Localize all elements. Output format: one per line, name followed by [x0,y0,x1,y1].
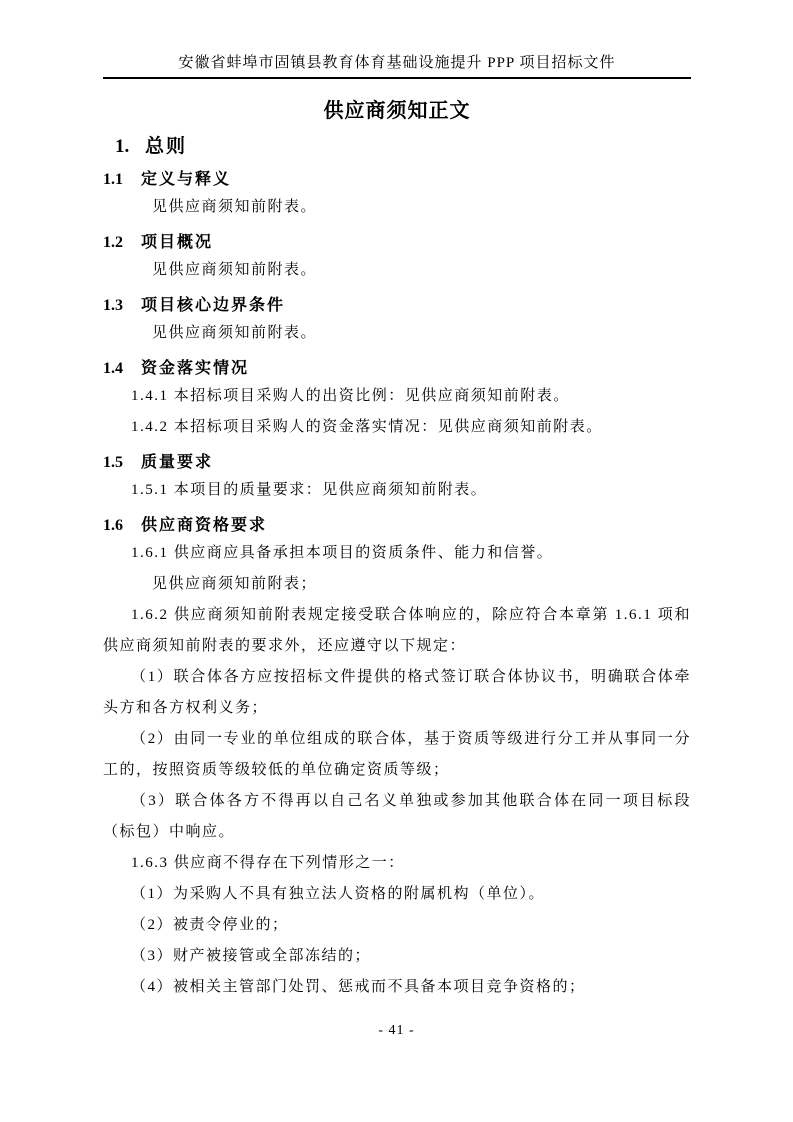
heading-number: 1.1 [103,171,123,188]
heading-text: 总则 [145,136,188,157]
page-title: 供应商须知正文 [323,100,471,122]
document-body [103,134,691,1003]
paragraph: 见供应商须知前附表。 [152,199,318,215]
heading-number: 1. [115,136,130,157]
paragraph: 1.6.1 供应商应具备承担本项目的资质条件、能力和信誉。 [131,545,554,561]
paragraph: （3）财产被接管或全部冻结的； [131,948,372,964]
heading-number: 1.5 [103,454,123,471]
heading-text: 定义与释义 [141,171,232,188]
heading-number: 1.6 [103,517,123,534]
paragraph: 见供应商须知前附表。 [152,325,318,341]
paragraph: 1.5.1 本项目的质量要求：见供应商须知前附表。 [131,482,488,498]
heading-text: 供应商资格要求 [141,517,268,534]
section-heading [103,514,691,538]
heading-number: 1.2 [103,234,123,251]
paragraph: （1）联合体各方应按招标文件提供的格式签订联合体协议书，明确联合体牵头方和各方权利义务； [103,669,691,716]
paragraph: （2）由同一专业的单位组成的联合体，基于资质等级进行分工并从事同一分工的，按照资质等级较低的单位确定资质等级； [103,731,691,778]
paragraph: （3）联合体各方不得再以自己名义单独或参加其他联合体在同一项目标段（标包）中响应。 [103,793,691,840]
paragraph: （4）被相关主管部门处罚、惩戒而不具备本项目竞争资格的； [131,979,586,995]
section-heading [103,134,691,160]
section-heading [103,231,691,255]
heading-number: 1.3 [103,297,123,314]
section-heading [103,168,691,192]
paragraph: 见供应商须知前附表。 [152,262,318,278]
paragraph: （1）为采购人不具有独立法人资格的附属机构（单位）。 [131,886,546,902]
paragraph: 1.4.1 本招标项目采购人的出资比例：见供应商须知前附表。 [131,388,570,404]
paragraph: 1.4.2 本招标项目采购人的资金落实情况：见供应商须知前附表。 [131,419,603,435]
header-title: 安徽省蚌埠市固镇县教育体育基础设施提升 PPP 项目招标文件 [178,55,616,71]
paragraph: 见供应商须知前附表； [152,576,318,592]
section-heading [103,451,691,475]
paragraph: 1.6.3 供应商不得存在下列情形之一： [131,855,405,871]
heading-number: 1.4 [103,360,123,377]
paragraph: （2）被责令停业的； [131,917,289,933]
page-number: - 41 - [378,1023,415,1038]
heading-text: 项目概况 [141,234,214,251]
heading-text: 质量要求 [141,454,214,471]
page-footer [0,1022,793,1040]
section-heading [103,357,691,381]
paragraph: 1.6.2 供应商须知前附表规定接受联合体响应的，除应符合本章第 1.6.1 项和供应商须知前附表的要求外，还应遵守以下规定： [103,607,691,654]
heading-text: 资金落实情况 [141,360,250,377]
heading-text: 项目核心边界条件 [141,297,286,314]
page-header [103,52,691,79]
section-heading [103,294,691,318]
